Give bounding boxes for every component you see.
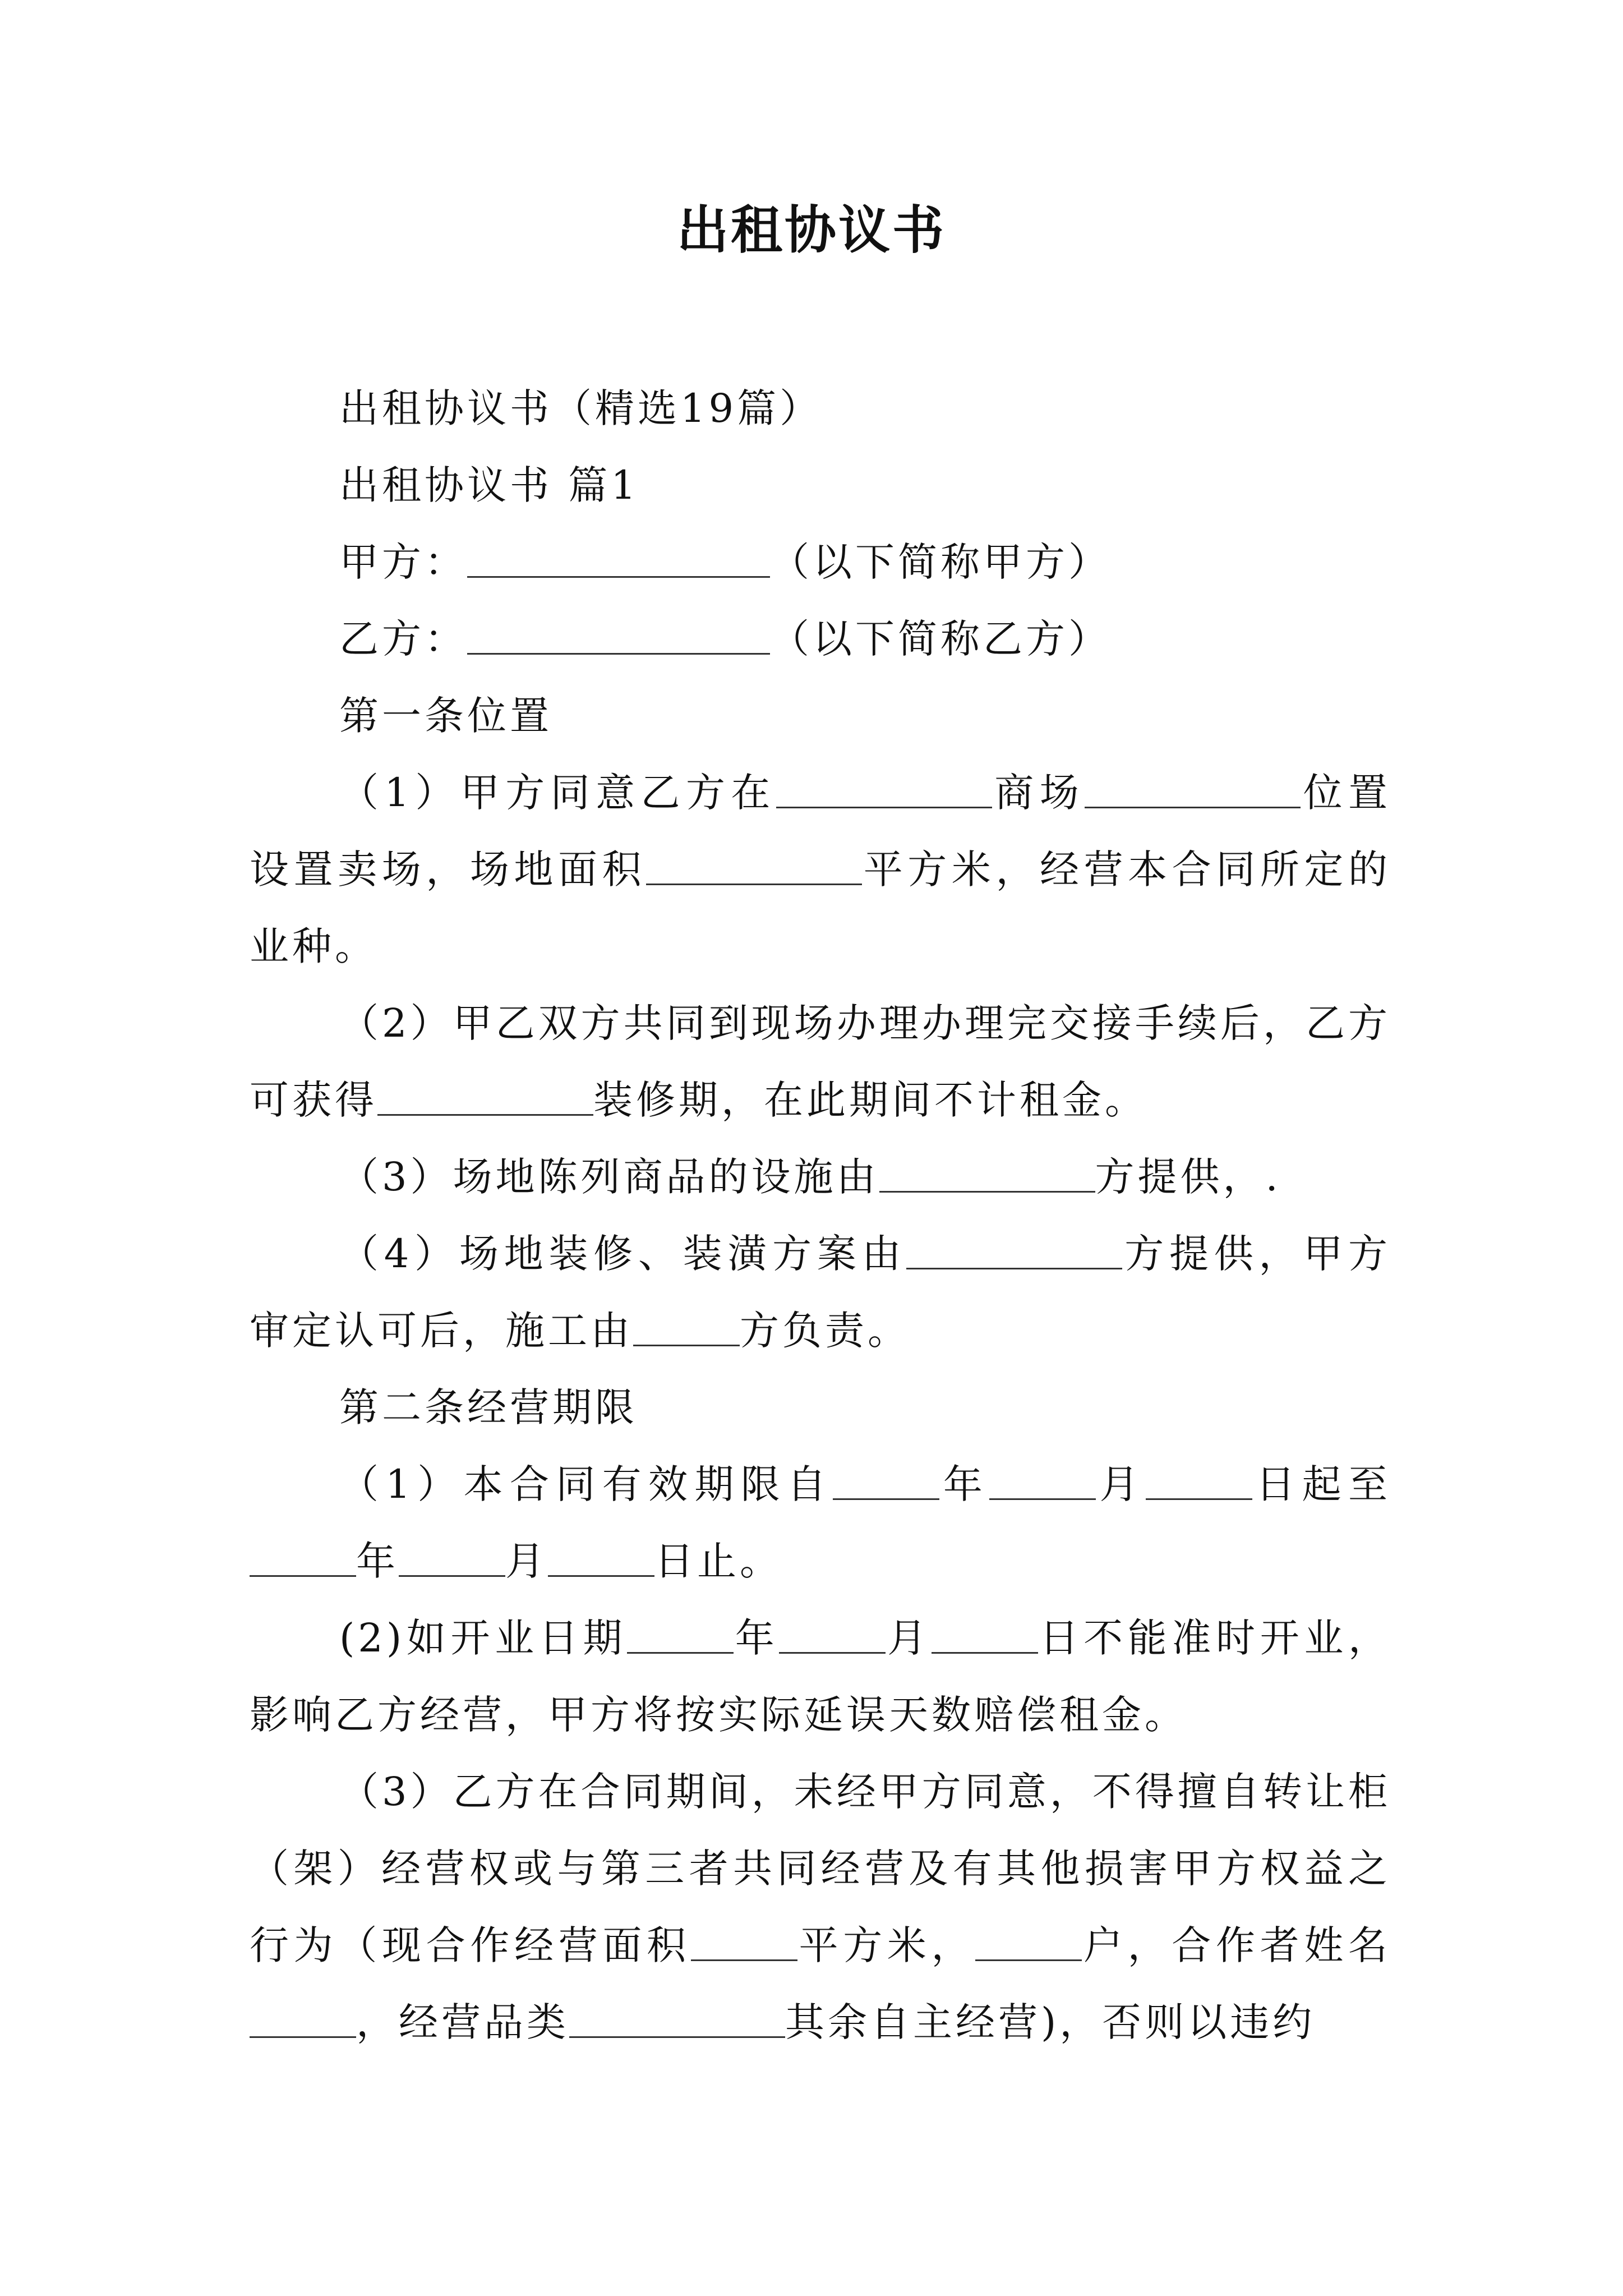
- clause-text: 方负责。: [740, 1308, 910, 1354]
- clause-text: 方提供，甲方审定认可后，施工由: [250, 1231, 1391, 1354]
- blank-field: [627, 1617, 734, 1654]
- party-a-blank: [467, 541, 770, 578]
- clause-text: （3）乙方在合同期间，未经甲方同意，不得擅自转让柜（架）经营权或与第三者共同经营及有其他损害甲方权益之行为（现合作经营面积: [250, 1769, 1391, 1968]
- clause-text: 日止。: [654, 1538, 782, 1584]
- clause-1-1: [250, 754, 1391, 985]
- clause-text: 方提供，.: [1095, 1154, 1281, 1200]
- clause-text: （2）甲乙双方共同到现场办理办理完交接手续后，乙方可获得: [250, 1000, 1391, 1123]
- subtitle-line: 出租协议书（精选19篇）: [339, 385, 823, 431]
- article-1-heading: 第一条位置: [339, 693, 552, 739]
- party-a-suffix: （以下简称甲方）: [770, 539, 1111, 585]
- blank-field: [646, 848, 862, 885]
- blank-field: [377, 1079, 593, 1116]
- clause-text: 年: [939, 1461, 990, 1507]
- chapter-heading: 出租协议书 篇1: [339, 462, 639, 508]
- clause-text: 日不能准时开业，影响乙方经营，甲方将按实际延误天数赔偿租金。: [250, 1615, 1391, 1738]
- blank-field: [633, 1309, 740, 1346]
- blank-field: [975, 1924, 1082, 1961]
- blank-field: [1085, 771, 1301, 808]
- party-a-line: [250, 524, 1391, 601]
- clause-text: 位置设置卖场，场地面积: [250, 770, 1391, 892]
- document-title: 出租协议书: [676, 200, 946, 260]
- blank-field: [250, 2001, 356, 2038]
- clause-2-2: [250, 1600, 1391, 1754]
- clause-text: （1）甲方同意乙方在: [339, 770, 776, 816]
- blank-field: [989, 1463, 1096, 1500]
- blank-field: [906, 1232, 1122, 1269]
- party-b-blank: [467, 618, 770, 655]
- blank-field: [779, 1617, 886, 1654]
- clause-text: （1）本合同有效期限自: [339, 1461, 833, 1507]
- clause-text: 月: [886, 1615, 932, 1661]
- blank-field: [833, 1463, 939, 1500]
- blank-field: [691, 1924, 797, 1961]
- blank-field: [548, 1540, 654, 1577]
- clause-2-3: [250, 1754, 1391, 2061]
- blank-field: [250, 1540, 356, 1577]
- clause-text: （3）场地陈列商品的设施由: [339, 1154, 879, 1200]
- clause-text: 年: [356, 1538, 399, 1584]
- clause-text: 月: [505, 1538, 548, 1584]
- blank-field: [776, 771, 992, 808]
- clause-2-1: [250, 1446, 1391, 1600]
- blank-field: [879, 1156, 1095, 1193]
- clause-text: 装修期，在此期间不计租金。: [593, 1077, 1147, 1123]
- clause-text: 其余自主经营)，否则以违约: [785, 1999, 1316, 2045]
- clause-text: 日起至: [1252, 1461, 1391, 1507]
- clause-1-2: [250, 985, 1391, 1139]
- clause-text: （4）场地装修、装潢方案由: [339, 1231, 907, 1277]
- clause-text: 平方米，经营本合同所定的业种。: [250, 846, 1391, 969]
- clause-text: 商场: [992, 770, 1085, 816]
- blank-field: [569, 2001, 785, 2038]
- party-b-line: [250, 601, 1391, 678]
- clause-text: 平方米，: [797, 1922, 976, 1968]
- party-b-label: 乙方：: [339, 616, 467, 662]
- party-b-suffix: （以下简称乙方）: [770, 616, 1111, 662]
- blank-field: [399, 1540, 505, 1577]
- article-2-heading: 第二条经营期限: [339, 1384, 638, 1430]
- clause-1-4: [250, 1216, 1391, 1369]
- clause-text: (2)如开业日期: [339, 1615, 628, 1661]
- document-body: [250, 370, 1391, 2061]
- clause-text: ，经营品类: [356, 1999, 569, 2045]
- clause-text: 年: [734, 1615, 780, 1661]
- clause-text: 月: [1096, 1461, 1146, 1507]
- blank-field: [932, 1617, 1038, 1654]
- clause-text: 户，合作者姓名: [1082, 1922, 1391, 1968]
- clause-1-3: [250, 1139, 1391, 1216]
- blank-field: [1146, 1463, 1252, 1500]
- party-a-label: 甲方：: [339, 539, 467, 585]
